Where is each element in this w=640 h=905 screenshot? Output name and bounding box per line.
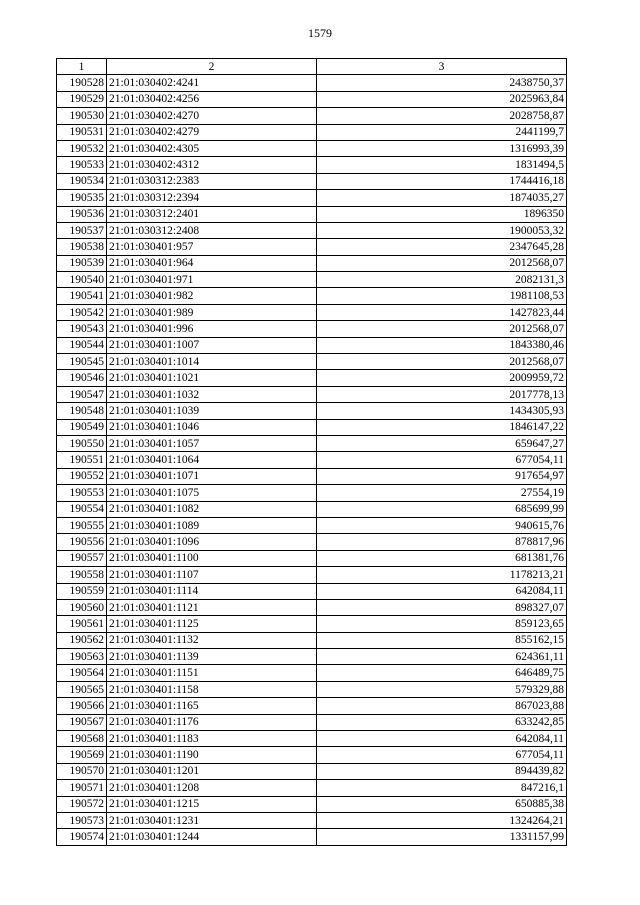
cadastral-value-cell: 1427823,44 (317, 304, 567, 320)
cadastral-number-cell: 21:01:030401:1201 (107, 763, 317, 779)
row-number-cell: 190543 (57, 321, 107, 337)
cadastral-value-cell: 685699,99 (317, 501, 567, 517)
row-number-cell: 190551 (57, 452, 107, 468)
table-row (57, 255, 567, 271)
table-row (57, 140, 567, 156)
cadastral-number-cell: 21:01:030401:1244 (107, 829, 317, 845)
cadastral-number-cell: 21:01:030401:1071 (107, 468, 317, 484)
row-number-cell: 190530 (57, 108, 107, 124)
row-number-cell: 190556 (57, 534, 107, 550)
table-row (57, 812, 567, 828)
cadastral-number-cell: 21:01:030401:1165 (107, 698, 317, 714)
cadastral-number-cell: 21:01:030401:1183 (107, 731, 317, 747)
cadastral-value-cell: 646489,75 (317, 665, 567, 681)
row-number-cell: 190569 (57, 747, 107, 763)
cadastral-number-cell: 21:01:030401:1075 (107, 485, 317, 501)
row-number-cell: 190568 (57, 731, 107, 747)
table-row (57, 796, 567, 812)
table-row (57, 534, 567, 550)
cadastral-number-cell: 21:01:030401:1208 (107, 780, 317, 796)
cadastral-number-cell: 21:01:030401:1132 (107, 632, 317, 648)
row-number-cell: 190550 (57, 435, 107, 451)
row-number-cell: 190534 (57, 173, 107, 189)
cadastral-value-cell: 2012568,07 (317, 255, 567, 271)
cadastral-number-cell: 21:01:030401:1046 (107, 419, 317, 435)
cadastral-number-cell: 21:01:030401:1139 (107, 649, 317, 665)
table-row (57, 108, 567, 124)
cadastral-value-cell: 579329,88 (317, 681, 567, 697)
row-number-cell: 190560 (57, 599, 107, 615)
row-number-cell: 190549 (57, 419, 107, 435)
cadastral-value-cell: 677054,11 (317, 452, 567, 468)
cadastral-number-cell: 21:01:030401:1082 (107, 501, 317, 517)
table-row (57, 403, 567, 419)
cadastral-value-cell: 2082131,3 (317, 272, 567, 288)
table-row (57, 468, 567, 484)
cadastral-value-cell: 878817,96 (317, 534, 567, 550)
cadastral-number-cell: 21:01:030401:1231 (107, 812, 317, 828)
cadastral-value-cell: 659647,27 (317, 435, 567, 451)
cadastral-value-cell: 1831494,5 (317, 157, 567, 173)
row-number-cell: 190538 (57, 239, 107, 255)
table-row (57, 288, 567, 304)
row-number-cell: 190545 (57, 354, 107, 370)
cadastral-value-cell: 847216,1 (317, 780, 567, 796)
row-number-cell: 190528 (57, 75, 107, 91)
cadastral-value-cell: 642084,11 (317, 731, 567, 747)
row-number-cell: 190570 (57, 763, 107, 779)
table-row (57, 649, 567, 665)
cadastral-value-cell: 2438750,37 (317, 75, 567, 91)
table-row (57, 206, 567, 222)
cadastral-number-cell: 21:01:030401:1014 (107, 354, 317, 370)
row-number-cell: 190535 (57, 190, 107, 206)
cadastral-value-cell: 650885,38 (317, 796, 567, 812)
cadastral-number-cell: 21:01:030402:4305 (107, 140, 317, 156)
table-row (57, 747, 567, 763)
cadastral-value-cell: 917654,97 (317, 468, 567, 484)
table-row (57, 829, 567, 845)
cadastral-number-cell: 21:01:030401:1151 (107, 665, 317, 681)
cadastral-number-cell: 21:01:030401:1064 (107, 452, 317, 468)
table-row (57, 567, 567, 583)
cadastral-value-cell: 2347645,28 (317, 239, 567, 255)
cadastral-value-cell: 1900053,32 (317, 222, 567, 238)
table-row (57, 435, 567, 451)
cadastral-number-cell: 21:01:030401:1114 (107, 583, 317, 599)
table-row (57, 550, 567, 566)
table-row (57, 665, 567, 681)
cadastral-value-cell: 1324264,21 (317, 812, 567, 828)
cadastral-number-cell: 21:01:030401:1176 (107, 714, 317, 730)
table-row (57, 681, 567, 697)
row-number-cell: 190539 (57, 255, 107, 271)
cadastral-number-cell: 21:01:030312:2383 (107, 173, 317, 189)
cadastral-value-cell: 2012568,07 (317, 354, 567, 370)
table-row (57, 222, 567, 238)
row-number-cell: 190564 (57, 665, 107, 681)
row-number-cell: 190573 (57, 812, 107, 828)
table-row (57, 714, 567, 730)
row-number-cell: 190531 (57, 124, 107, 140)
row-number-cell: 190574 (57, 829, 107, 845)
cadastral-value-cell: 1981108,53 (317, 288, 567, 304)
row-number-cell: 190537 (57, 222, 107, 238)
cadastral-value-cell: 2028758,87 (317, 108, 567, 124)
row-number-cell: 190541 (57, 288, 107, 304)
cadastral-value-cell: 898327,07 (317, 599, 567, 615)
table-body (57, 75, 567, 845)
table-row (57, 731, 567, 747)
table-row (57, 452, 567, 468)
cadastral-value-cell: 677054,11 (317, 747, 567, 763)
cadastral-value-cell: 1178213,21 (317, 567, 567, 583)
cadastral-number-cell: 21:01:030401:1125 (107, 616, 317, 632)
table-row (57, 304, 567, 320)
table-row (57, 599, 567, 615)
cadastral-number-cell: 21:01:030401:1107 (107, 567, 317, 583)
cadastral-number-cell: 21:01:030401:1190 (107, 747, 317, 763)
cadastral-number-cell: 21:01:030402:4241 (107, 75, 317, 91)
row-number-cell: 190555 (57, 517, 107, 533)
row-number-cell: 190571 (57, 780, 107, 796)
row-number-cell: 190536 (57, 206, 107, 222)
row-number-cell: 190565 (57, 681, 107, 697)
row-number-cell: 190559 (57, 583, 107, 599)
row-number-cell: 190567 (57, 714, 107, 730)
cadastral-value-table (56, 58, 567, 846)
cadastral-number-cell: 21:01:030401:982 (107, 288, 317, 304)
cadastral-number-cell: 21:01:030401:996 (107, 321, 317, 337)
table-row (57, 124, 567, 140)
column-header-1: 1 (57, 59, 107, 75)
cadastral-number-cell: 21:01:030402:4270 (107, 108, 317, 124)
cadastral-value-cell: 1744416,18 (317, 173, 567, 189)
table-row (57, 419, 567, 435)
row-number-cell: 190540 (57, 272, 107, 288)
table-row (57, 370, 567, 386)
cadastral-number-cell: 21:01:030402:4256 (107, 91, 317, 107)
cadastral-number-cell: 21:01:030401:1007 (107, 337, 317, 353)
table-row (57, 517, 567, 533)
table-row (57, 91, 567, 107)
cadastral-value-cell: 642084,11 (317, 583, 567, 599)
row-number-cell: 190547 (57, 386, 107, 402)
cadastral-number-cell: 21:01:030402:4312 (107, 157, 317, 173)
row-number-cell: 190529 (57, 91, 107, 107)
row-number-cell: 190561 (57, 616, 107, 632)
cadastral-value-cell: 2012568,07 (317, 321, 567, 337)
cadastral-value-cell: 1846147,22 (317, 419, 567, 435)
row-number-cell: 190532 (57, 140, 107, 156)
cadastral-value-cell: 27554,19 (317, 485, 567, 501)
row-number-cell: 190548 (57, 403, 107, 419)
cadastral-number-cell: 21:01:030401:1032 (107, 386, 317, 402)
table-row (57, 763, 567, 779)
cadastral-number-cell: 21:01:030401:1057 (107, 435, 317, 451)
cadastral-value-cell: 624361,11 (317, 649, 567, 665)
table-row (57, 632, 567, 648)
row-number-cell: 190554 (57, 501, 107, 517)
row-number-cell: 190552 (57, 468, 107, 484)
cadastral-number-cell: 21:01:030402:4279 (107, 124, 317, 140)
cadastral-value-cell: 1874035,27 (317, 190, 567, 206)
row-number-cell: 190557 (57, 550, 107, 566)
cadastral-value-cell: 681381,76 (317, 550, 567, 566)
cadastral-value-cell: 2025963,84 (317, 91, 567, 107)
cadastral-value-cell: 1896350 (317, 206, 567, 222)
table-header-row (57, 59, 567, 75)
table-row (57, 485, 567, 501)
cadastral-value-cell: 867023,88 (317, 698, 567, 714)
row-number-cell: 190542 (57, 304, 107, 320)
row-number-cell: 190562 (57, 632, 107, 648)
cadastral-number-cell: 21:01:030401:957 (107, 239, 317, 255)
table-row (57, 501, 567, 517)
row-number-cell: 190563 (57, 649, 107, 665)
row-number-cell: 190544 (57, 337, 107, 353)
cadastral-number-cell: 21:01:030401:1215 (107, 796, 317, 812)
cadastral-value-cell: 2009959,72 (317, 370, 567, 386)
row-number-cell: 190558 (57, 567, 107, 583)
row-number-cell: 190572 (57, 796, 107, 812)
table-row (57, 616, 567, 632)
page-number: 1579 (308, 26, 332, 40)
cadastral-number-cell: 21:01:030401:1158 (107, 681, 317, 697)
table-row (57, 386, 567, 402)
table-row (57, 780, 567, 796)
table-row (57, 173, 567, 189)
cadastral-value-cell: 1331157,99 (317, 829, 567, 845)
table-row (57, 337, 567, 353)
table-row (57, 698, 567, 714)
row-number-cell: 190546 (57, 370, 107, 386)
table-row (57, 321, 567, 337)
table-row (57, 75, 567, 91)
cadastral-number-cell: 21:01:030401:971 (107, 272, 317, 288)
cadastral-number-cell: 21:01:030312:2408 (107, 222, 317, 238)
table-row (57, 157, 567, 173)
cadastral-number-cell: 21:01:030401:964 (107, 255, 317, 271)
cadastral-number-cell: 21:01:030401:1121 (107, 599, 317, 615)
cadastral-value-cell: 2017778,13 (317, 386, 567, 402)
cadastral-value-cell: 894439,82 (317, 763, 567, 779)
table-row (57, 239, 567, 255)
cadastral-value-cell: 859123,65 (317, 616, 567, 632)
cadastral-value-cell: 633242,85 (317, 714, 567, 730)
cadastral-number-cell: 21:01:030401:1100 (107, 550, 317, 566)
cadastral-number-cell: 21:01:030401:1021 (107, 370, 317, 386)
cadastral-number-cell: 21:01:030401:989 (107, 304, 317, 320)
cadastral-value-cell: 1843380,46 (317, 337, 567, 353)
column-header-3: 3 (317, 59, 567, 75)
row-number-cell: 190566 (57, 698, 107, 714)
cadastral-number-cell: 21:01:030401:1096 (107, 534, 317, 550)
cadastral-number-cell: 21:01:030401:1039 (107, 403, 317, 419)
table-row (57, 583, 567, 599)
table-row (57, 190, 567, 206)
column-header-2: 2 (107, 59, 317, 75)
cadastral-number-cell: 21:01:030312:2401 (107, 206, 317, 222)
cadastral-value-cell: 2441199,7 (317, 124, 567, 140)
cadastral-number-cell: 21:01:030312:2394 (107, 190, 317, 206)
cadastral-value-cell: 1316993,39 (317, 140, 567, 156)
cadastral-number-cell: 21:01:030401:1089 (107, 517, 317, 533)
table-row (57, 354, 567, 370)
cadastral-value-cell: 855162,15 (317, 632, 567, 648)
cadastral-value-cell: 1434305,93 (317, 403, 567, 419)
cadastral-value-cell: 940615,76 (317, 517, 567, 533)
table-row (57, 272, 567, 288)
row-number-cell: 190533 (57, 157, 107, 173)
row-number-cell: 190553 (57, 485, 107, 501)
